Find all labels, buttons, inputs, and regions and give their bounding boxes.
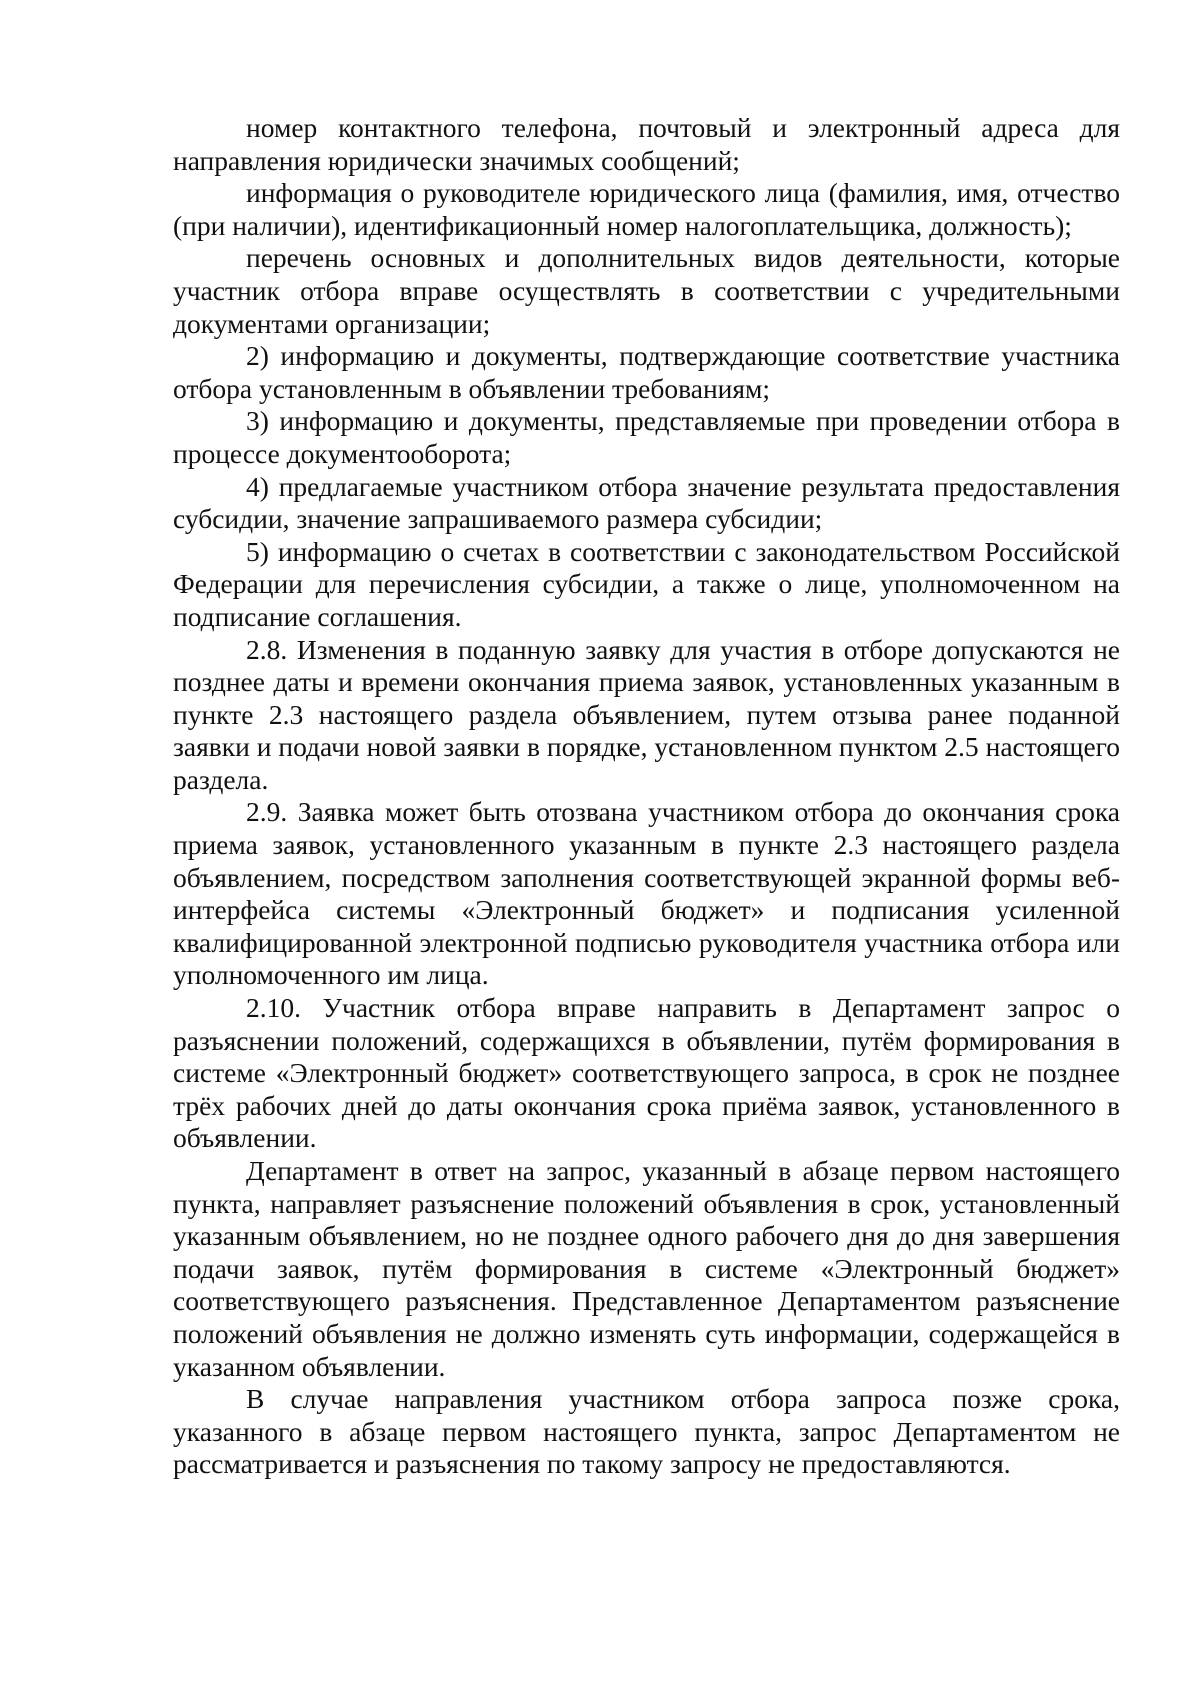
paragraph-item-5: 5) информацию о счетах в соответствии с законодательством Российской Федерации для перечисления субсидии, а также о лице, уполномоченном на подписание соглашения.: [173, 535, 1120, 632]
paragraph-late-request: В случае направления участником отбора запроса позже срока, указанного в абзаце первом настоящего пункта, запрос Департаментом не рассматривается и разъяснения по такому запросу не предоставляются.: [173, 1383, 1120, 1480]
document-body: [173, 112, 1120, 1481]
paragraph-activity-list: перечень основных и дополнительных видов деятельности, которые участник отбора вправе осуществлять в соответствии с учредительными документами организации;: [173, 242, 1120, 339]
paragraph-item-3: 3) информацию и документы, представляемые при проведении отбора в процессе документооборота;: [173, 405, 1120, 469]
paragraph-item-4: 4) предлагаемые участником отбора значение результата предоставления субсидии, значение запрашиваемого размера субсидии;: [173, 470, 1120, 535]
paragraph-section-2-9: 2.9. Заявка может быть отозвана участником отбора до окончания срока приема заявок, установленного указанным в пункте 2.3 настоящего раздела объявлением, посредством заполнения соответствующей экранной формы веб-интерфейса системы «Электронный бюджет» и подписания усиленной квалифицированной электронной подписью руководителя участника отбора или уполномоченного им лица.: [173, 796, 1120, 991]
paragraph-contact-info: номер контактного телефона, почтовый и электронный адреса для направления юридически значимых сообщений;: [173, 112, 1120, 176]
paragraph-section-2-10: 2.10. Участник отбора вправе направить в Департамент запрос о разъяснении положений, содержащихся в объявлении, путём формирования в системе «Электронный бюджет» соответствующего запроса, в срок не позднее трёх рабочих дней до даты окончания срока приёма заявок, установленного в объявлении.: [173, 992, 1120, 1154]
paragraph-section-2-8: 2.8. Изменения в поданную заявку для участия в отборе допускаются не позднее даты и времени окончания приема заявок, установленных указанным в пункте 2.3 настоящего раздела объявлением, путем отзыва ранее поданной заявки и подачи новой заявки в порядке, установленном пунктом 2.5 настоящего раздела.: [173, 633, 1120, 795]
paragraph-item-2: 2) информацию и документы, подтверждающие соответствие участника отбора установленным в объявлении требованиям;: [173, 340, 1120, 404]
paragraph-manager-info: информация о руководителе юридического лица (фамилия, имя, отчество (при наличии), идентификационный номер налогоплательщика, должность);: [173, 177, 1120, 241]
paragraph-department-response: Департамент в ответ на запрос, указанный в абзаце первом настоящего пункта, направляет разъяснение положений объявления в срок, установленный указанным объявлением, но не позднее одного рабочего дня до дня завершения подачи заявок, путём формирования в системе «Электронный бюджет» соответствующего разъяснения. Представленное Департаментом разъяснение положений объявления не должно изменять суть информации, содержащейся в указанном объявлении.: [173, 1155, 1120, 1382]
